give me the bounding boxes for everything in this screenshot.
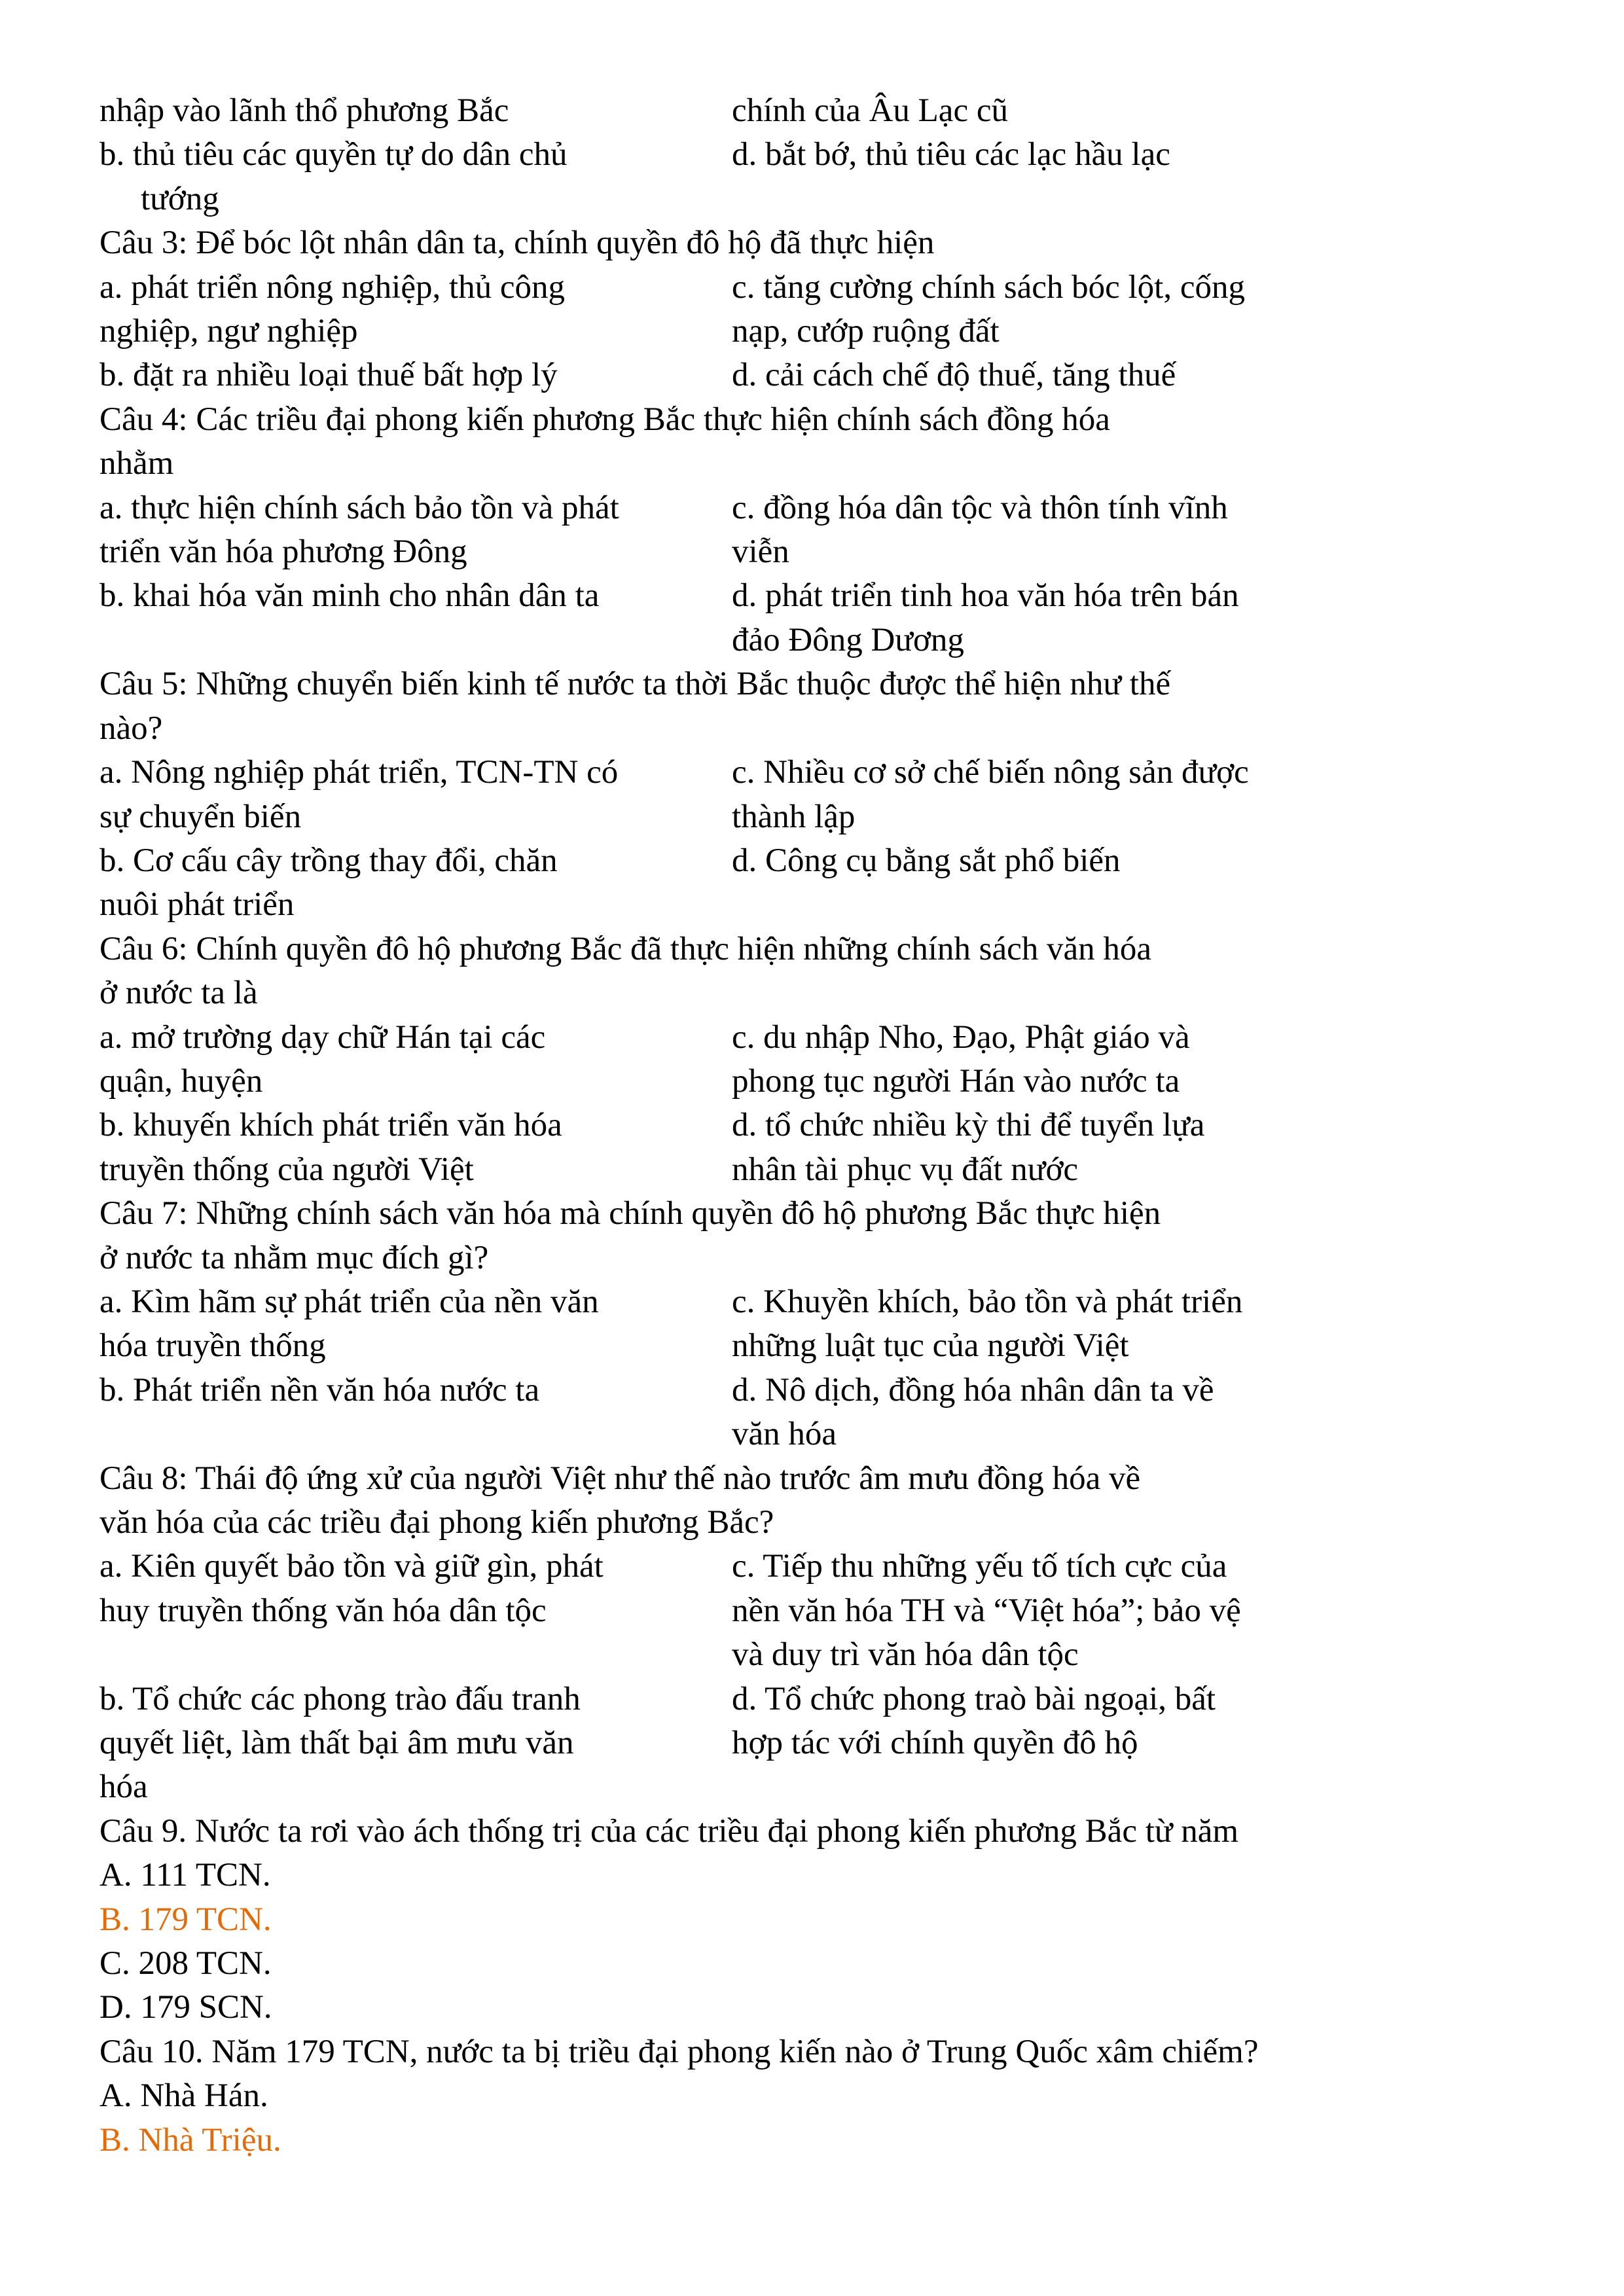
q6-question-line: ở nước ta là <box>99 975 258 1012</box>
q4-row-bd <box>99 574 1572 662</box>
q9-option-d: D. 179 SCN. <box>99 1989 272 2026</box>
q7-question <box>99 1192 1572 1280</box>
q6-option-d-line: d. tổ chức nhiều kỳ thi để tuyển lựa <box>732 1107 1205 1144</box>
q8-option-a <box>99 1545 732 1633</box>
q6-option-c-line: phong tục người Hán vào nước ta <box>732 1062 1180 1100</box>
q10-option-a: A. Nhà Hán. <box>99 2077 268 2115</box>
q2-option-b-line: b. thủ tiêu các quyền tự do dân chủ <box>99 136 568 173</box>
q8-option-d-line: hợp tác với chính quyền đô hộ <box>732 1725 1138 1762</box>
q3-option-d: d. cải cách chế độ thuế, tăng thuế <box>732 357 1176 394</box>
q8-row-bd <box>99 1677 1572 1810</box>
q7-option-a-line: hóa truyền thống <box>99 1327 326 1365</box>
q10-option-b-correct: B. Nhà Triệu. <box>99 2121 281 2159</box>
q4-option-d-line: d. phát triển tinh hoa văn hóa trên bán <box>732 577 1239 615</box>
q5-question-line: nào? <box>99 709 163 747</box>
q5-question <box>99 662 1572 751</box>
q8-option-a-line: huy truyền thống văn hóa dân tộc <box>99 1592 547 1629</box>
q4-option-c-line: viễn <box>732 533 789 571</box>
q3-option-a-line: a. phát triển nông nghiệp, thủ công <box>99 268 566 306</box>
q9-question: Câu 9. Nước ta rơi vào ách thống trị của các triều đại phong kiến phương Bắc từ năm <box>99 1812 1239 1850</box>
q2-row-1 <box>99 89 1572 133</box>
q6-option-a-line: quận, huyện <box>99 1062 263 1100</box>
q5-option-a-line: a. Nông nghiệp phát triển, TCN-TN có <box>99 754 619 791</box>
q7-option-d <box>732 1369 1214 1457</box>
q6-option-a <box>99 1016 732 1104</box>
q3-option-c-line: c. tăng cường chính sách bóc lột, cống <box>732 268 1245 306</box>
q6-option-a-line: a. mở trường dạy chữ Hán tại các <box>99 1018 546 1056</box>
q5-option-a <box>99 751 732 839</box>
q5-option-a-line: sự chuyển biến <box>99 798 302 835</box>
q2-option-b <box>99 133 732 221</box>
q7-row-bd <box>99 1369 1572 1457</box>
q8-question-line: Câu 8: Thái độ ứng xử của người Việt như thế nào trước âm mưu đồng hóa về <box>99 1460 1141 1497</box>
q8-option-b-line: quyết liệt, làm thất bại âm mưu văn <box>99 1725 574 1762</box>
q6-option-b <box>99 1103 732 1192</box>
q8-option-c-line: nền văn hóa TH và “Việt hóa”; bảo vệ <box>732 1592 1241 1629</box>
q4-option-c <box>732 486 1228 575</box>
q2-option-c-tail: chính của Âu Lạc cũ <box>732 92 1008 129</box>
q7-option-c-line: c. Khuyền khích, bảo tồn và phát triển <box>732 1283 1243 1320</box>
q3-row-ac <box>99 266 1572 354</box>
q8-question-line: văn hóa của các triều đại phong kiến phương Bắc? <box>99 1504 774 1541</box>
q4-option-d <box>732 574 1239 662</box>
q2-option-a-tail: nhập vào lãnh thổ phương Bắc <box>99 92 509 129</box>
q7-option-a-line: a. Kìm hãm sự phát triển của nền văn <box>99 1283 599 1320</box>
q6-option-d <box>732 1103 1204 1192</box>
q6-option-c <box>732 1016 1190 1104</box>
q6-option-b-line: b. khuyến khích phát triển văn hóa <box>99 1107 562 1144</box>
q3-option-a <box>99 266 732 354</box>
q6-option-d-line: nhân tài phục vụ đất nước <box>732 1151 1079 1188</box>
q4-question-line: nhằm <box>99 445 174 482</box>
q6-question <box>99 927 1572 1016</box>
q5-option-b-line: nuôi phát triển <box>99 886 295 924</box>
q4-option-a-line: a. thực hiện chính sách bảo tồn và phát <box>99 489 619 526</box>
q4-question <box>99 398 1572 486</box>
q9-option-b-correct: B. 179 TCN. <box>99 1901 272 1938</box>
q8-option-b-line: hóa <box>99 1768 148 1806</box>
q7-option-b: b. Phát triển nền văn hóa nước ta <box>99 1371 540 1408</box>
q6-row-ac <box>99 1016 1572 1104</box>
q4-option-b: b. khai hóa văn minh cho nhân dân ta <box>99 577 600 615</box>
q2-option-b-line: tướng <box>141 180 219 217</box>
q4-row-ac <box>99 486 1572 575</box>
q3-option-a-line: nghiệp, ngư nghiệp <box>99 313 358 350</box>
q5-option-c-line: c. Nhiều cơ sở chế biến nông sản được <box>732 754 1249 791</box>
q2-option-d: d. bắt bớ, thủ tiêu các lạc hầu lạc <box>732 136 1170 173</box>
q3-row-bd <box>99 353 1572 397</box>
q4-option-c-line: c. đồng hóa dân tộc và thôn tính vĩnh <box>732 489 1228 526</box>
q2-row-2 <box>99 133 1572 221</box>
q8-question <box>99 1457 1572 1545</box>
q3-question: Câu 3: Để bóc lột nhân dân ta, chính quyền đô hộ đã thực hiện <box>99 224 935 262</box>
q4-question-line: Câu 4: Các triều đại phong kiến phương Bắc thực hiện chính sách đồng hóa <box>99 401 1110 438</box>
q7-option-d-line: d. Nô dịch, đồng hóa nhân dân ta về <box>732 1371 1214 1408</box>
q5-row-bd <box>99 839 1572 927</box>
q4-option-a <box>99 486 732 575</box>
q4-option-a-line: triển văn hóa phương Đông <box>99 533 467 571</box>
q6-option-b-line: truyền thống của người Việt <box>99 1151 474 1188</box>
q8-option-b <box>99 1677 732 1810</box>
q8-option-c-line: và duy trì văn hóa dân tộc <box>732 1636 1079 1674</box>
q3-option-c-line: nạp, cướp ruộng đất <box>732 313 1000 350</box>
q8-option-d-line: d. Tổ chức phong traò bài ngoại, bất <box>732 1680 1216 1717</box>
q5-option-c <box>732 751 1249 839</box>
q5-option-b <box>99 839 732 927</box>
q7-question-line: ở nước ta nhằm mục đích gì? <box>99 1239 489 1276</box>
q8-option-c-line: c. Tiếp thu những yếu tố tích cực của <box>732 1548 1227 1585</box>
q7-row-ac <box>99 1280 1572 1369</box>
q5-option-d: d. Công cụ bằng sắt phổ biến <box>732 842 1121 879</box>
q3-option-c <box>732 266 1245 354</box>
q6-question-line: Câu 6: Chính quyền đô hộ phương Bắc đã thực hiện những chính sách văn hóa <box>99 930 1152 967</box>
q8-option-b-line: b. Tổ chức các phong trào đấu tranh <box>99 1680 581 1717</box>
q7-option-d-line: văn hóa <box>732 1416 837 1453</box>
q9-option-a: A. 111 TCN. <box>99 1857 271 1894</box>
q8-option-c <box>732 1545 1241 1677</box>
q5-option-b-line: b. Cơ cấu cây trồng thay đổi, chăn <box>99 842 558 879</box>
q7-question-line: Câu 7: Những chính sách văn hóa mà chính quyền đô hộ phương Bắc thực hiện <box>99 1195 1161 1232</box>
q8-option-d <box>732 1677 1216 1766</box>
q4-option-d-line: đảo Đông Dương <box>732 621 964 658</box>
q5-row-ac <box>99 751 1572 839</box>
document-page <box>99 89 1572 2162</box>
q5-question-line: Câu 5: Những chuyển biến kinh tế nước ta thời Bắc thuộc được thể hiện như thế <box>99 666 1171 703</box>
q7-option-c-line: những luật tục của người Việt <box>732 1327 1129 1365</box>
q5-option-c-line: thành lập <box>732 798 856 835</box>
q7-option-c <box>732 1280 1242 1369</box>
q8-option-a-line: a. Kiên quyết bảo tồn và giữ gìn, phát <box>99 1548 604 1585</box>
q6-option-c-line: c. du nhập Nho, Đạo, Phật giáo và <box>732 1018 1190 1056</box>
q7-option-a <box>99 1280 732 1369</box>
q3-option-b: b. đặt ra nhiều loại thuế bất hợp lý <box>99 357 558 394</box>
q6-row-bd <box>99 1103 1572 1192</box>
q10-question: Câu 10. Năm 179 TCN, nước ta bị triều đại phong kiến nào ở Trung Quốc xâm chiếm? <box>99 2033 1259 2070</box>
q9-option-c: C. 208 TCN. <box>99 1945 272 1982</box>
q8-row-ac <box>99 1545 1572 1677</box>
